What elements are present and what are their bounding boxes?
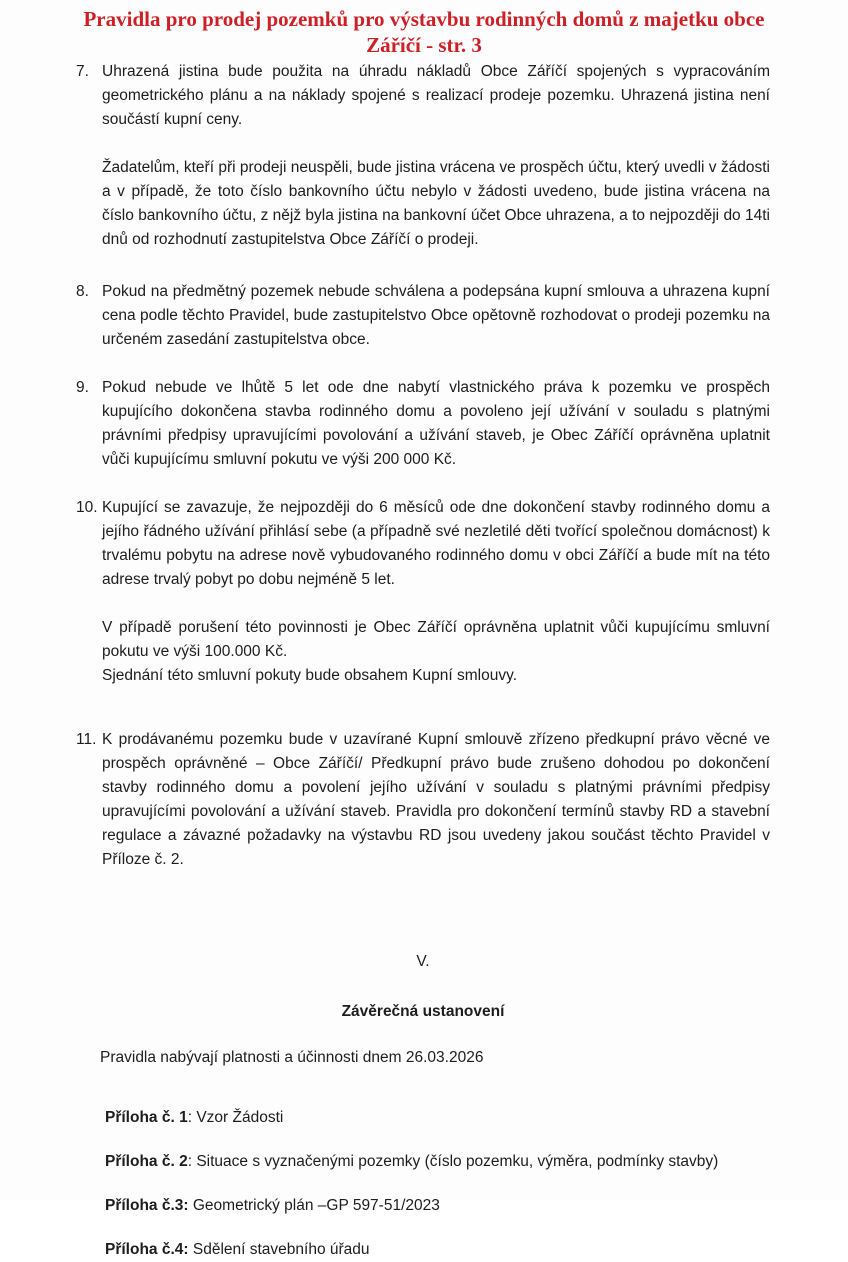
rule-number: 10. <box>76 499 98 516</box>
attachment-text: Geometrický plán –GP 597-51/2023 <box>188 1197 440 1214</box>
attachment-item-1 <box>76 1106 770 1130</box>
rule-number: 7. <box>76 63 89 80</box>
attachment-item-2 <box>76 1150 770 1174</box>
attachment-item-3 <box>76 1194 770 1218</box>
attachment-label: Příloha č.4: <box>105 1241 189 1258</box>
page-title-line-1: Pravidla pro prodej pozemků pro výstavbu rodinných domů z majetku obce <box>83 7 765 31</box>
attachment-label: Příloha č. 1 <box>105 1109 188 1126</box>
page-title <box>0 0 848 58</box>
rule-item-8 <box>76 280 770 352</box>
effective-date-line: Pravidla nabývají platnosti a účinnosti dnem 26.03.2026 <box>100 1049 484 1066</box>
rule-item-9 <box>76 376 770 472</box>
document-body <box>0 58 848 1262</box>
attachments-list <box>76 1106 770 1262</box>
rule-paragraph: Sjednání této smluvní pokuty bude obsahem Kupní smlouvy. <box>102 667 518 684</box>
rule-paragraph: V případě porušení této povinnosti je Obec Záříčí oprávněna uplatnit vůči kupujícímu smluvní pokutu ve výši 100.000 Kč. <box>102 619 770 660</box>
rule-item-7 <box>76 60 770 252</box>
attachment-text: : Situace s vyznačenými pozemky (číslo pozemku, výměra, podmínky stavby) <box>187 1153 719 1170</box>
rule-paragraph: Pokud na předmětný pozemek nebude schválena a podepsána kupní smlouva a uhrazena kupní cena podle těchto Pravidel, bude zastupitelstvo Obce opětovně rozhodovat o prodeji pozemku na určeném zasedání zastupitelstva obce. <box>102 283 770 348</box>
rule-paragraph: Uhrazená jistina bude použita na úhradu nákladů Obce Záříčí spojených s vypracováním geometrického plánu a na náklady spojené s realizací prodeje pozemku. Uhrazená jistina není součástí kupní ceny. <box>102 63 770 128</box>
attachment-label: Příloha č.3: <box>105 1197 189 1214</box>
rule-item-11 <box>76 728 770 872</box>
attachment-item-4 <box>76 1238 770 1262</box>
rule-number: 9. <box>76 379 89 396</box>
rule-number: 11. <box>76 731 97 748</box>
rule-paragraph: K prodávanému pozemku bude v uzavírané Kupní smlouvě zřízeno předkupní právo věcné ve prospěch oprávněné – Obce Záříčí/ Předkupní právo bude zrušeno dohodou po dokončení stavby rodinného domu a povolení jejího užívání v souladu s platnými právními předpisy upravujícími povolování a užívání staveb. Pravidla pro dokončení termínů stavby RD a stavební regulace a závazné požadavky na výstavbu RD jsou uvedeny jakou součást těchto Pravidel v Příloze č. 2. <box>102 731 770 868</box>
rule-paragraph: Pokud nebude ve lhůtě 5 let ode dne nabytí vlastnického práva k pozemku ve prospěch kupujícího dokončena stavba rodinného domu a povoleno její užívání v souladu s platnými právními předpisy upravujícími povolování a užívání staveb, je Obec Záříčí oprávněna uplatnit vůči kupujícímu smluvní pokutu ve výši 200 000 Kč. <box>102 379 770 468</box>
attachment-label: Příloha č. 2 <box>105 1153 188 1170</box>
rule-paragraph: Žadatelům, kteří při prodeji neuspěli, bude jistina vrácena ve prospěch účtu, který uvedli v žádosti a v případě, že toto číslo bankovního účtu nebylo v žádosti uvedeno, bude jistina vrácena na číslo bankovního účtu, z nějž byla jistina na bankovní účet Obce uhrazena, a to nejpozději do 14ti dnů od rozhodnutí zastupitelstva Obce Záříčí o prodeji. <box>102 159 770 248</box>
rule-item-10 <box>76 496 770 688</box>
rule-number: 8. <box>76 283 89 300</box>
rule-paragraph: Kupující se zavazuje, že nejpozději do 6 měsíců ode dne dokončení stavby rodinného domu a jejího řádného užívání přihlásí sebe (a případně své nezletilé děti tvořící společnou domácnost) k trvalému pobytu na adrese nově vybudovaného rodinného domu v obci Záříčí a bude mít na této adrese trvalý pobyt po dobu nejméně 5 let. <box>102 499 770 588</box>
section-heading: Závěrečná ustanovení <box>341 1003 505 1020</box>
page-title-line-2: Záříčí - str. 3 <box>366 33 482 57</box>
section-numeral: V. <box>416 953 430 970</box>
attachment-text: Sdělení stavebního úřadu <box>188 1241 370 1258</box>
attachment-text: : Vzor Žádosti <box>187 1109 284 1126</box>
